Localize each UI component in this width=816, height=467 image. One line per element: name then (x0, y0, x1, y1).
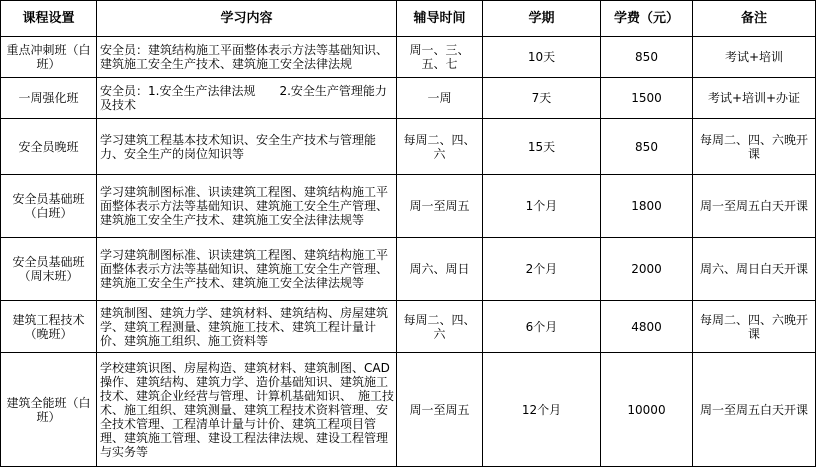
table-row (1, 353, 816, 467)
table-header-row (1, 1, 816, 37)
header-fee: 学费（元） (601, 1, 693, 37)
course-cell: 安全员晚班 (1, 119, 97, 175)
note-cell: 每周二、四、六晚开课 (693, 119, 816, 175)
course-cell: 重点冲刺班（白班） (1, 37, 97, 78)
content-cell: 建筑制图、建筑力学、建筑材料、建筑结构、房屋建筑学、建筑工程测量、建筑施工技术、建筑工程计量计价、建筑施工组织、施工资料等 (97, 301, 397, 353)
table-row (1, 37, 816, 78)
course-cell: 安全员基础班（周末班） (1, 238, 97, 301)
content-cell: 学校建筑识图、房屋构造、建筑材料、建筑制图、CAD操作、建筑结构、建筑力学、造价基础知识、建筑施工技术、建筑企业经营与管理、计算机基础知识、 施工技术、施工组织、建筑测量、建筑工程技术资料管理、安全技术管理、工程清单计量与计价、建筑工程项目管理、建筑施工管理、建设工程法律法规、建设工程管理与实务等 (97, 353, 397, 467)
header-course: 课程设置 (1, 1, 97, 37)
term-cell: 10天 (483, 37, 601, 78)
note-cell: 周一至周五白天开课 (693, 175, 816, 238)
note-cell: 考试+培训 (693, 37, 816, 78)
table-row (1, 238, 816, 301)
fee-cell: 10000 (601, 353, 693, 467)
fee-cell: 4800 (601, 301, 693, 353)
term-cell: 2个月 (483, 238, 601, 301)
note-cell: 每周二、四、六晚开课 (693, 301, 816, 353)
time-cell: 周一至周五 (397, 175, 483, 238)
table-row (1, 119, 816, 175)
time-cell: 周一、三、五、七 (397, 37, 483, 78)
content-cell: 学习建筑制图标准、识读建筑工程图、建筑结构施工平面整体表示方法等基础知识、建筑施工安全生产管理、建筑施工安全生产技术、建筑施工安全法律法规等 (97, 238, 397, 301)
content-cell: 安全员：1.安全生产法律法规 2.安全生产管理能力及技术 (97, 78, 397, 119)
time-cell: 一周 (397, 78, 483, 119)
fee-cell: 1800 (601, 175, 693, 238)
fee-cell: 850 (601, 37, 693, 78)
term-cell: 7天 (483, 78, 601, 119)
term-cell: 6个月 (483, 301, 601, 353)
header-note: 备注 (693, 1, 816, 37)
table-row (1, 175, 816, 238)
time-cell: 每周二、四、六 (397, 301, 483, 353)
fee-cell: 2000 (601, 238, 693, 301)
course-cell: 建筑工程技术（晚班） (1, 301, 97, 353)
content-cell: 安全员：建筑结构施工平面整体表示方法等基础知识、建筑施工安全生产技术、建筑施工安全法律法规 (97, 37, 397, 78)
note-cell: 考试+培训+办证 (693, 78, 816, 119)
header-time: 辅导时间 (397, 1, 483, 37)
term-cell: 1个月 (483, 175, 601, 238)
course-cell: 建筑全能班（白班） (1, 353, 97, 467)
table-row (1, 78, 816, 119)
time-cell: 周六、周日 (397, 238, 483, 301)
fee-cell: 850 (601, 119, 693, 175)
fee-cell: 1500 (601, 78, 693, 119)
course-cell: 安全员基础班（白班） (1, 175, 97, 238)
table-row (1, 301, 816, 353)
note-cell: 周一至周五白天开课 (693, 353, 816, 467)
header-term: 学期 (483, 1, 601, 37)
content-cell: 学习建筑制图标准、识读建筑工程图、建筑结构施工平面整体表示方法等基础知识、建筑施工安全生产管理、建筑施工安全生产技术、建筑施工安全法律法规等 (97, 175, 397, 238)
term-cell: 12个月 (483, 353, 601, 467)
content-cell: 学习建筑工程基本技术知识、安全生产技术与管理能力、安全生产的岗位知识等 (97, 119, 397, 175)
note-cell: 周六、周日白天开课 (693, 238, 816, 301)
time-cell: 周一至周五 (397, 353, 483, 467)
term-cell: 15天 (483, 119, 601, 175)
time-cell: 每周二、四、六 (397, 119, 483, 175)
header-content: 学习内容 (97, 1, 397, 37)
course-cell: 一周强化班 (1, 78, 97, 119)
